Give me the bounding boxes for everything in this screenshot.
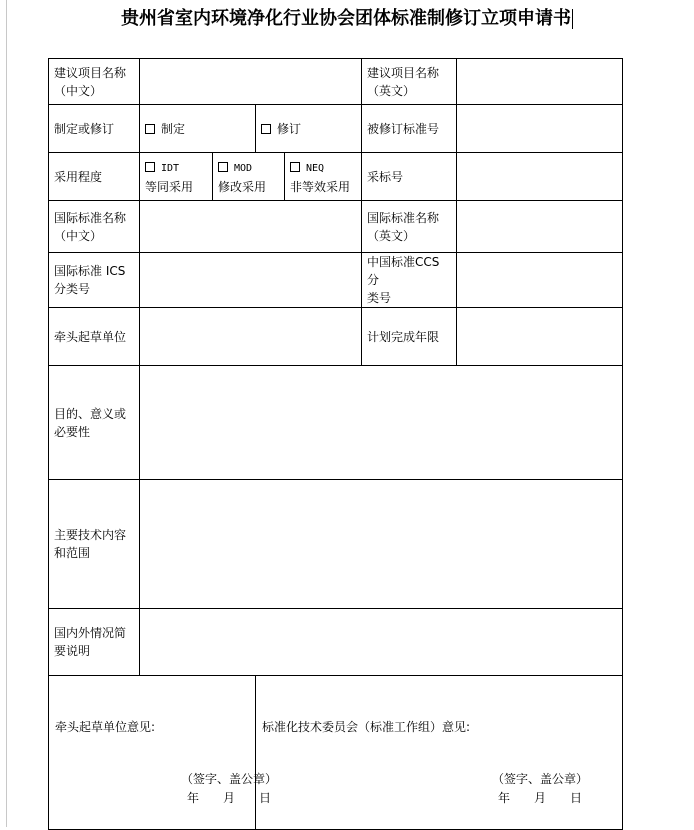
committee-opinion-label: 标准化技术委员会（标准工作组）意见: <box>262 720 471 734</box>
ics-label-suffix: 分类号 <box>54 282 91 296</box>
purpose-label-suffix: 必要性 <box>54 424 91 439</box>
proposed-name-cn-label-suffix: （中文） <box>54 83 103 98</box>
application-form-table <box>48 58 623 830</box>
purpose-field[interactable] <box>140 366 623 480</box>
intl-name-en-label-suffix: （英文） <box>367 228 416 243</box>
idt-checkbox[interactable] <box>145 162 155 172</box>
intl-name-en-label: 国际标准名称 <box>367 210 440 225</box>
lead-unit-field[interactable] <box>140 308 362 366</box>
scope-label-suffix: 和范围 <box>54 546 91 560</box>
status-label-cell <box>49 609 140 676</box>
ccs-field[interactable] <box>457 253 623 308</box>
revise-checkbox[interactable] <box>261 124 271 134</box>
neq-text: 非等效采用 <box>290 179 351 194</box>
row-proposed-name <box>49 59 623 105</box>
mod-text: 修改采用 <box>218 179 267 194</box>
intl-name-cn-label-cell <box>49 201 140 253</box>
adoption-label: 采用程度 <box>49 153 140 201</box>
lead-unit-label: 牵头起草单位 <box>49 308 140 366</box>
row-classification <box>49 253 623 308</box>
page-margin-line <box>6 0 7 827</box>
adopted-std-no-field[interactable] <box>457 153 623 201</box>
status-label-suffix: 要说明 <box>54 644 91 658</box>
row-opinions <box>49 676 623 830</box>
mod-code: MOD <box>234 162 253 174</box>
mod-checkbox[interactable] <box>218 162 228 172</box>
formulate-checkbox[interactable] <box>145 124 155 134</box>
row-type <box>49 105 623 153</box>
text-cursor <box>572 9 573 29</box>
adoption-mod-cell <box>213 153 285 201</box>
scope-field[interactable] <box>140 480 623 609</box>
document-title <box>0 4 694 30</box>
idt-text: 等同采用 <box>145 179 194 194</box>
intl-name-cn-label-suffix: （中文） <box>54 228 103 243</box>
ccs-label-cell <box>362 253 457 308</box>
committee-opinion-cell[interactable] <box>256 676 623 830</box>
lead-unit-opinion-label: 牵头起草单位意见: <box>55 720 156 734</box>
purpose-label-cell <box>49 366 140 480</box>
deadline-label: 计划完成年限 <box>362 308 457 366</box>
proposed-name-cn-field[interactable] <box>140 59 362 105</box>
row-status <box>49 609 623 676</box>
row-purpose <box>49 366 623 480</box>
intl-name-cn-label: 国际标准名称 <box>54 210 127 225</box>
deadline-field[interactable] <box>457 308 623 366</box>
intl-name-cn-field[interactable] <box>140 201 362 253</box>
adoption-idt-cell <box>140 153 213 201</box>
formulate-label: 制定 <box>161 121 186 136</box>
neq-checkbox[interactable] <box>290 162 300 172</box>
committee-signature-text: （签字、盖公章） <box>491 772 588 786</box>
intl-name-en-field[interactable] <box>457 201 623 253</box>
type-label: 制定或修订 <box>49 105 140 153</box>
row-intl-name <box>49 201 623 253</box>
scope-label-cell <box>49 480 140 609</box>
revise-label: 修订 <box>277 121 302 136</box>
proposed-name-cn-label: 建议项目名称 <box>54 65 127 80</box>
idt-code: IDT <box>161 162 180 174</box>
ccs-label: 中国标准CCS分 <box>367 255 440 287</box>
proposed-name-en-label-cell <box>362 59 457 105</box>
revised-std-no-label: 被修订标准号 <box>362 105 457 153</box>
lead-unit-date-text: 年 月 日 <box>186 791 271 805</box>
type-option-revise-cell <box>256 105 362 153</box>
committee-signature-block <box>488 770 592 808</box>
proposed-name-cn-label-cell <box>49 59 140 105</box>
ics-label-cell <box>49 253 140 308</box>
row-lead-unit <box>49 308 623 366</box>
adoption-neq-cell <box>285 153 362 201</box>
row-adoption <box>49 153 623 201</box>
proposed-name-en-label: 建议项目名称 <box>367 65 440 80</box>
revised-std-no-field[interactable] <box>457 105 623 153</box>
proposed-name-en-field[interactable] <box>457 59 623 105</box>
lead-unit-signature-text: （签字、盖公章） <box>180 772 277 786</box>
ics-field[interactable] <box>140 253 362 308</box>
neq-code: NEQ <box>306 162 325 174</box>
type-option-formulate-cell <box>140 105 256 153</box>
committee-date-text: 年 月 日 <box>497 791 582 805</box>
proposed-name-en-label-suffix: （英文） <box>367 83 416 98</box>
adopted-std-no-label: 采标号 <box>362 153 457 201</box>
intl-name-en-label-cell <box>362 201 457 253</box>
ics-label: 国际标准 ICS <box>54 264 126 278</box>
purpose-label: 目的、意义或 <box>54 406 127 421</box>
lead-unit-opinion-cell[interactable] <box>49 676 277 830</box>
document-title-text: 贵州省室内环境净化行业协会团体标准制修订立项申请书 <box>121 8 571 29</box>
status-label: 国内外情况简 <box>54 626 127 640</box>
status-field[interactable] <box>140 609 623 676</box>
row-scope <box>49 480 623 609</box>
scope-label: 主要技术内容 <box>54 528 127 542</box>
ccs-label-suffix: 类号 <box>367 291 392 305</box>
